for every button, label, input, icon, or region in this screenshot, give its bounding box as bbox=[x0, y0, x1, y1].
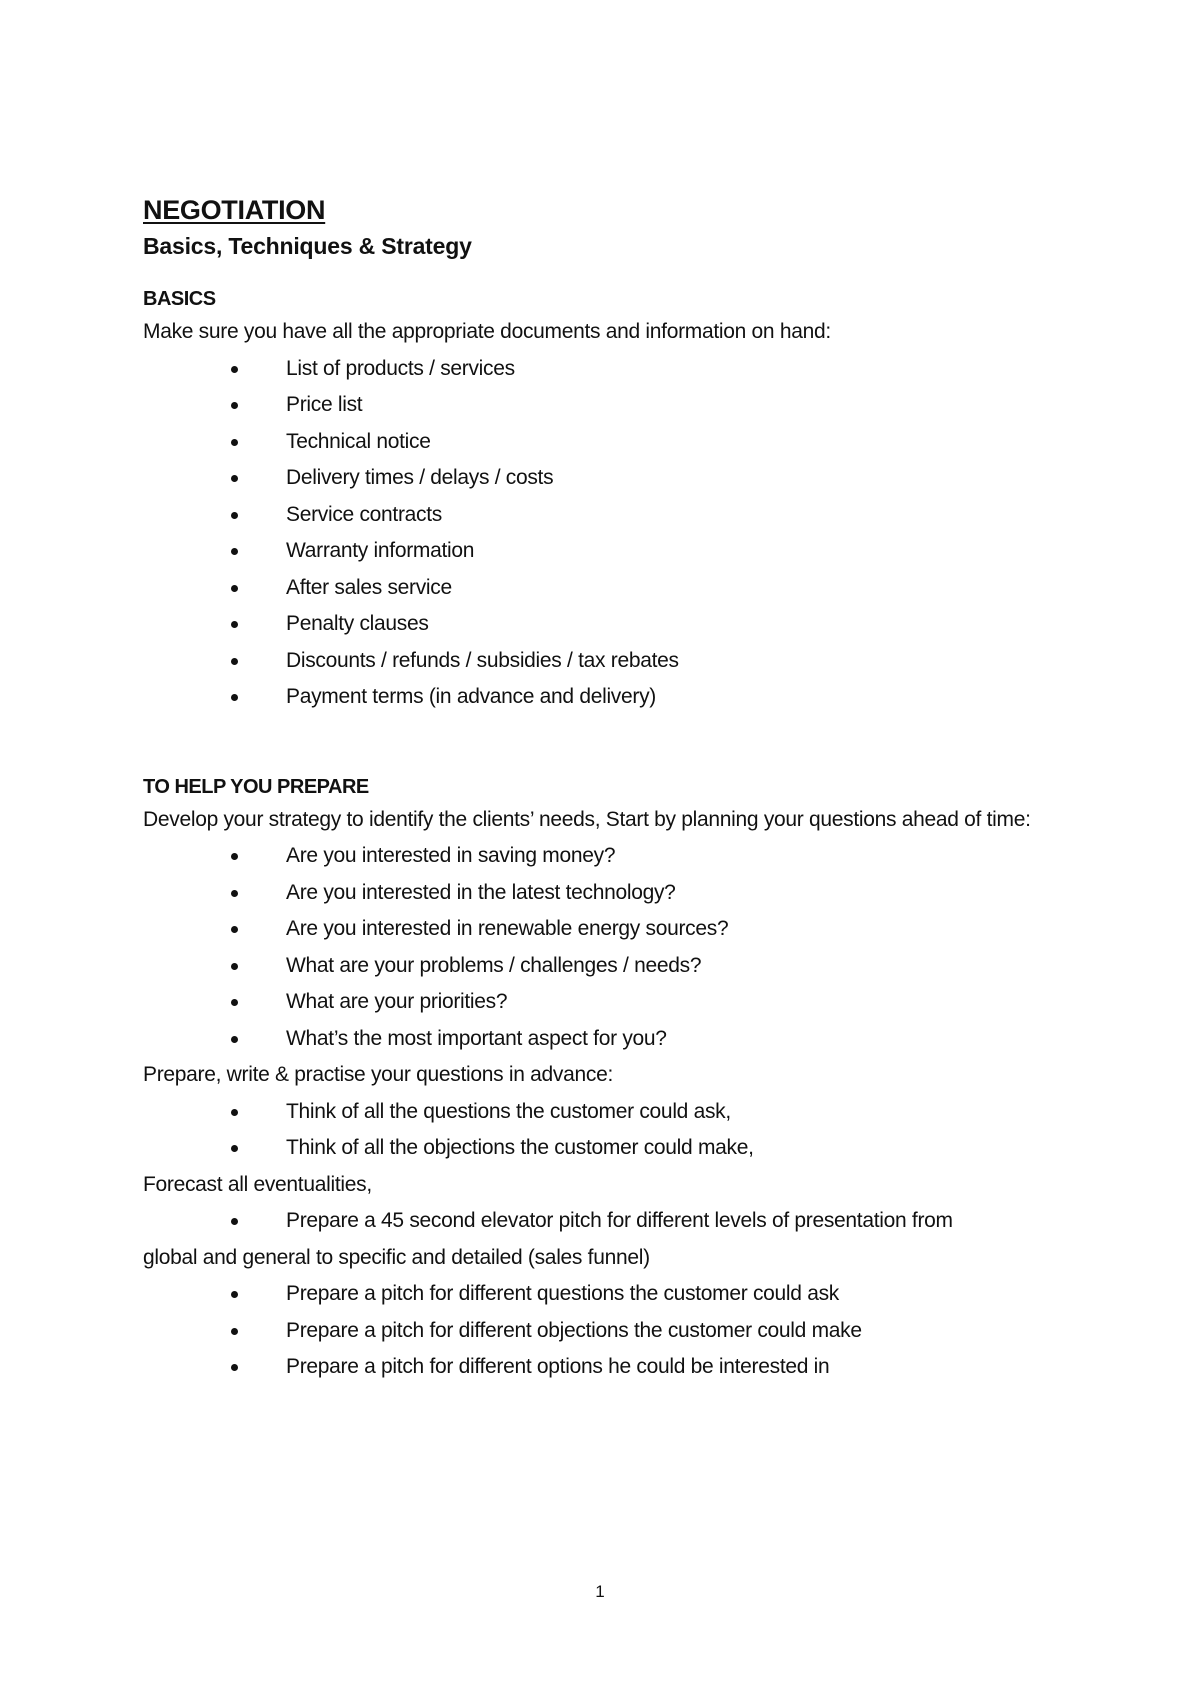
list-item: Prepare a pitch for different options he could be interested in bbox=[143, 1349, 1063, 1386]
list-item: List of products / services bbox=[143, 351, 1063, 388]
elevator-pitch-continuation: global and general to specific and detailed (sales funnel) bbox=[143, 1245, 650, 1269]
bullet-icon bbox=[231, 512, 238, 519]
list-item: Think of all the questions the customer could ask, bbox=[143, 1094, 1063, 1131]
bullet-icon bbox=[231, 890, 238, 897]
list-item: Prepare a pitch for different objections the customer could make bbox=[143, 1313, 1063, 1350]
list-item: Are you interested in saving money? bbox=[143, 838, 1063, 875]
elevator-pitch-item: Prepare a 45 second elevator pitch for different levels of presentation from global and general to specific and detailed (sales funnel) bbox=[143, 1209, 953, 1269]
bullet-icon bbox=[231, 1109, 238, 1116]
list-item: Are you interested in the latest technology? bbox=[143, 875, 1063, 912]
list-item: What are your problems / challenges / needs? bbox=[143, 948, 1063, 985]
list-item: Service contracts bbox=[143, 497, 1063, 534]
list-item: Discounts / refunds / subsidies / tax rebates bbox=[143, 643, 1063, 680]
basics-intro: Make sure you have all the appropriate documents and information on hand: bbox=[143, 320, 831, 343]
section-heading-prepare: TO HELP YOU PREPARE bbox=[143, 775, 369, 798]
section-heading-basics: BASICS bbox=[143, 288, 216, 310]
page-number: 1 bbox=[595, 1582, 605, 1601]
bullet-icon bbox=[231, 694, 238, 701]
list-item: What’s the most important aspect for you? bbox=[143, 1021, 1063, 1058]
bullet-icon bbox=[231, 585, 238, 592]
bullet-icon bbox=[231, 1218, 238, 1225]
bullet-icon bbox=[231, 926, 238, 933]
advance-intro: Prepare, write & practise your questions in advance: bbox=[143, 1063, 613, 1086]
list-item: Delivery times / delays / costs bbox=[143, 460, 1063, 497]
document-content bbox=[143, 192, 1063, 1386]
list-item: Are you interested in renewable energy sources? bbox=[143, 911, 1063, 948]
advance-list bbox=[143, 1094, 1063, 1167]
list-item: Prepare a pitch for different questions the customer could ask bbox=[143, 1276, 1063, 1313]
bullet-icon bbox=[231, 1036, 238, 1043]
bullet-icon bbox=[231, 439, 238, 446]
list-item: Price list bbox=[143, 387, 1063, 424]
bullet-icon bbox=[231, 1291, 238, 1298]
prepare-intro: Develop your strategy to identify the clients’ needs, Start by planning your questions ahead of time: bbox=[143, 807, 1031, 831]
bullet-icon bbox=[231, 621, 238, 628]
list-item: After sales service bbox=[143, 570, 1063, 607]
bullet-icon bbox=[231, 999, 238, 1006]
basics-list bbox=[143, 351, 1063, 716]
bullet-icon bbox=[231, 1328, 238, 1335]
list-item: Think of all the objections the customer could make, bbox=[143, 1130, 1063, 1167]
forecast-text: Forecast all eventualities, bbox=[143, 1172, 372, 1196]
bullet-icon bbox=[231, 853, 238, 860]
pitch-list bbox=[143, 1276, 1063, 1386]
questions-list bbox=[143, 838, 1063, 1057]
list-item: What are your priorities? bbox=[143, 984, 1063, 1021]
list-item: Penalty clauses bbox=[143, 606, 1063, 643]
bullet-icon bbox=[231, 548, 238, 555]
list-item: Payment terms (in advance and delivery) bbox=[143, 679, 1063, 716]
document-subtitle: Basics, Techniques & Strategy bbox=[143, 233, 472, 259]
bullet-icon bbox=[231, 1364, 238, 1371]
list-item: Technical notice bbox=[143, 424, 1063, 461]
bullet-icon bbox=[231, 475, 238, 482]
bullet-icon bbox=[231, 366, 238, 373]
bullet-icon bbox=[231, 963, 238, 970]
bullet-icon bbox=[231, 402, 238, 409]
bullet-icon bbox=[231, 658, 238, 665]
document-title: NEGOTIATION bbox=[143, 195, 326, 225]
bullet-icon bbox=[231, 1145, 238, 1152]
list-item: Warranty information bbox=[143, 533, 1063, 570]
